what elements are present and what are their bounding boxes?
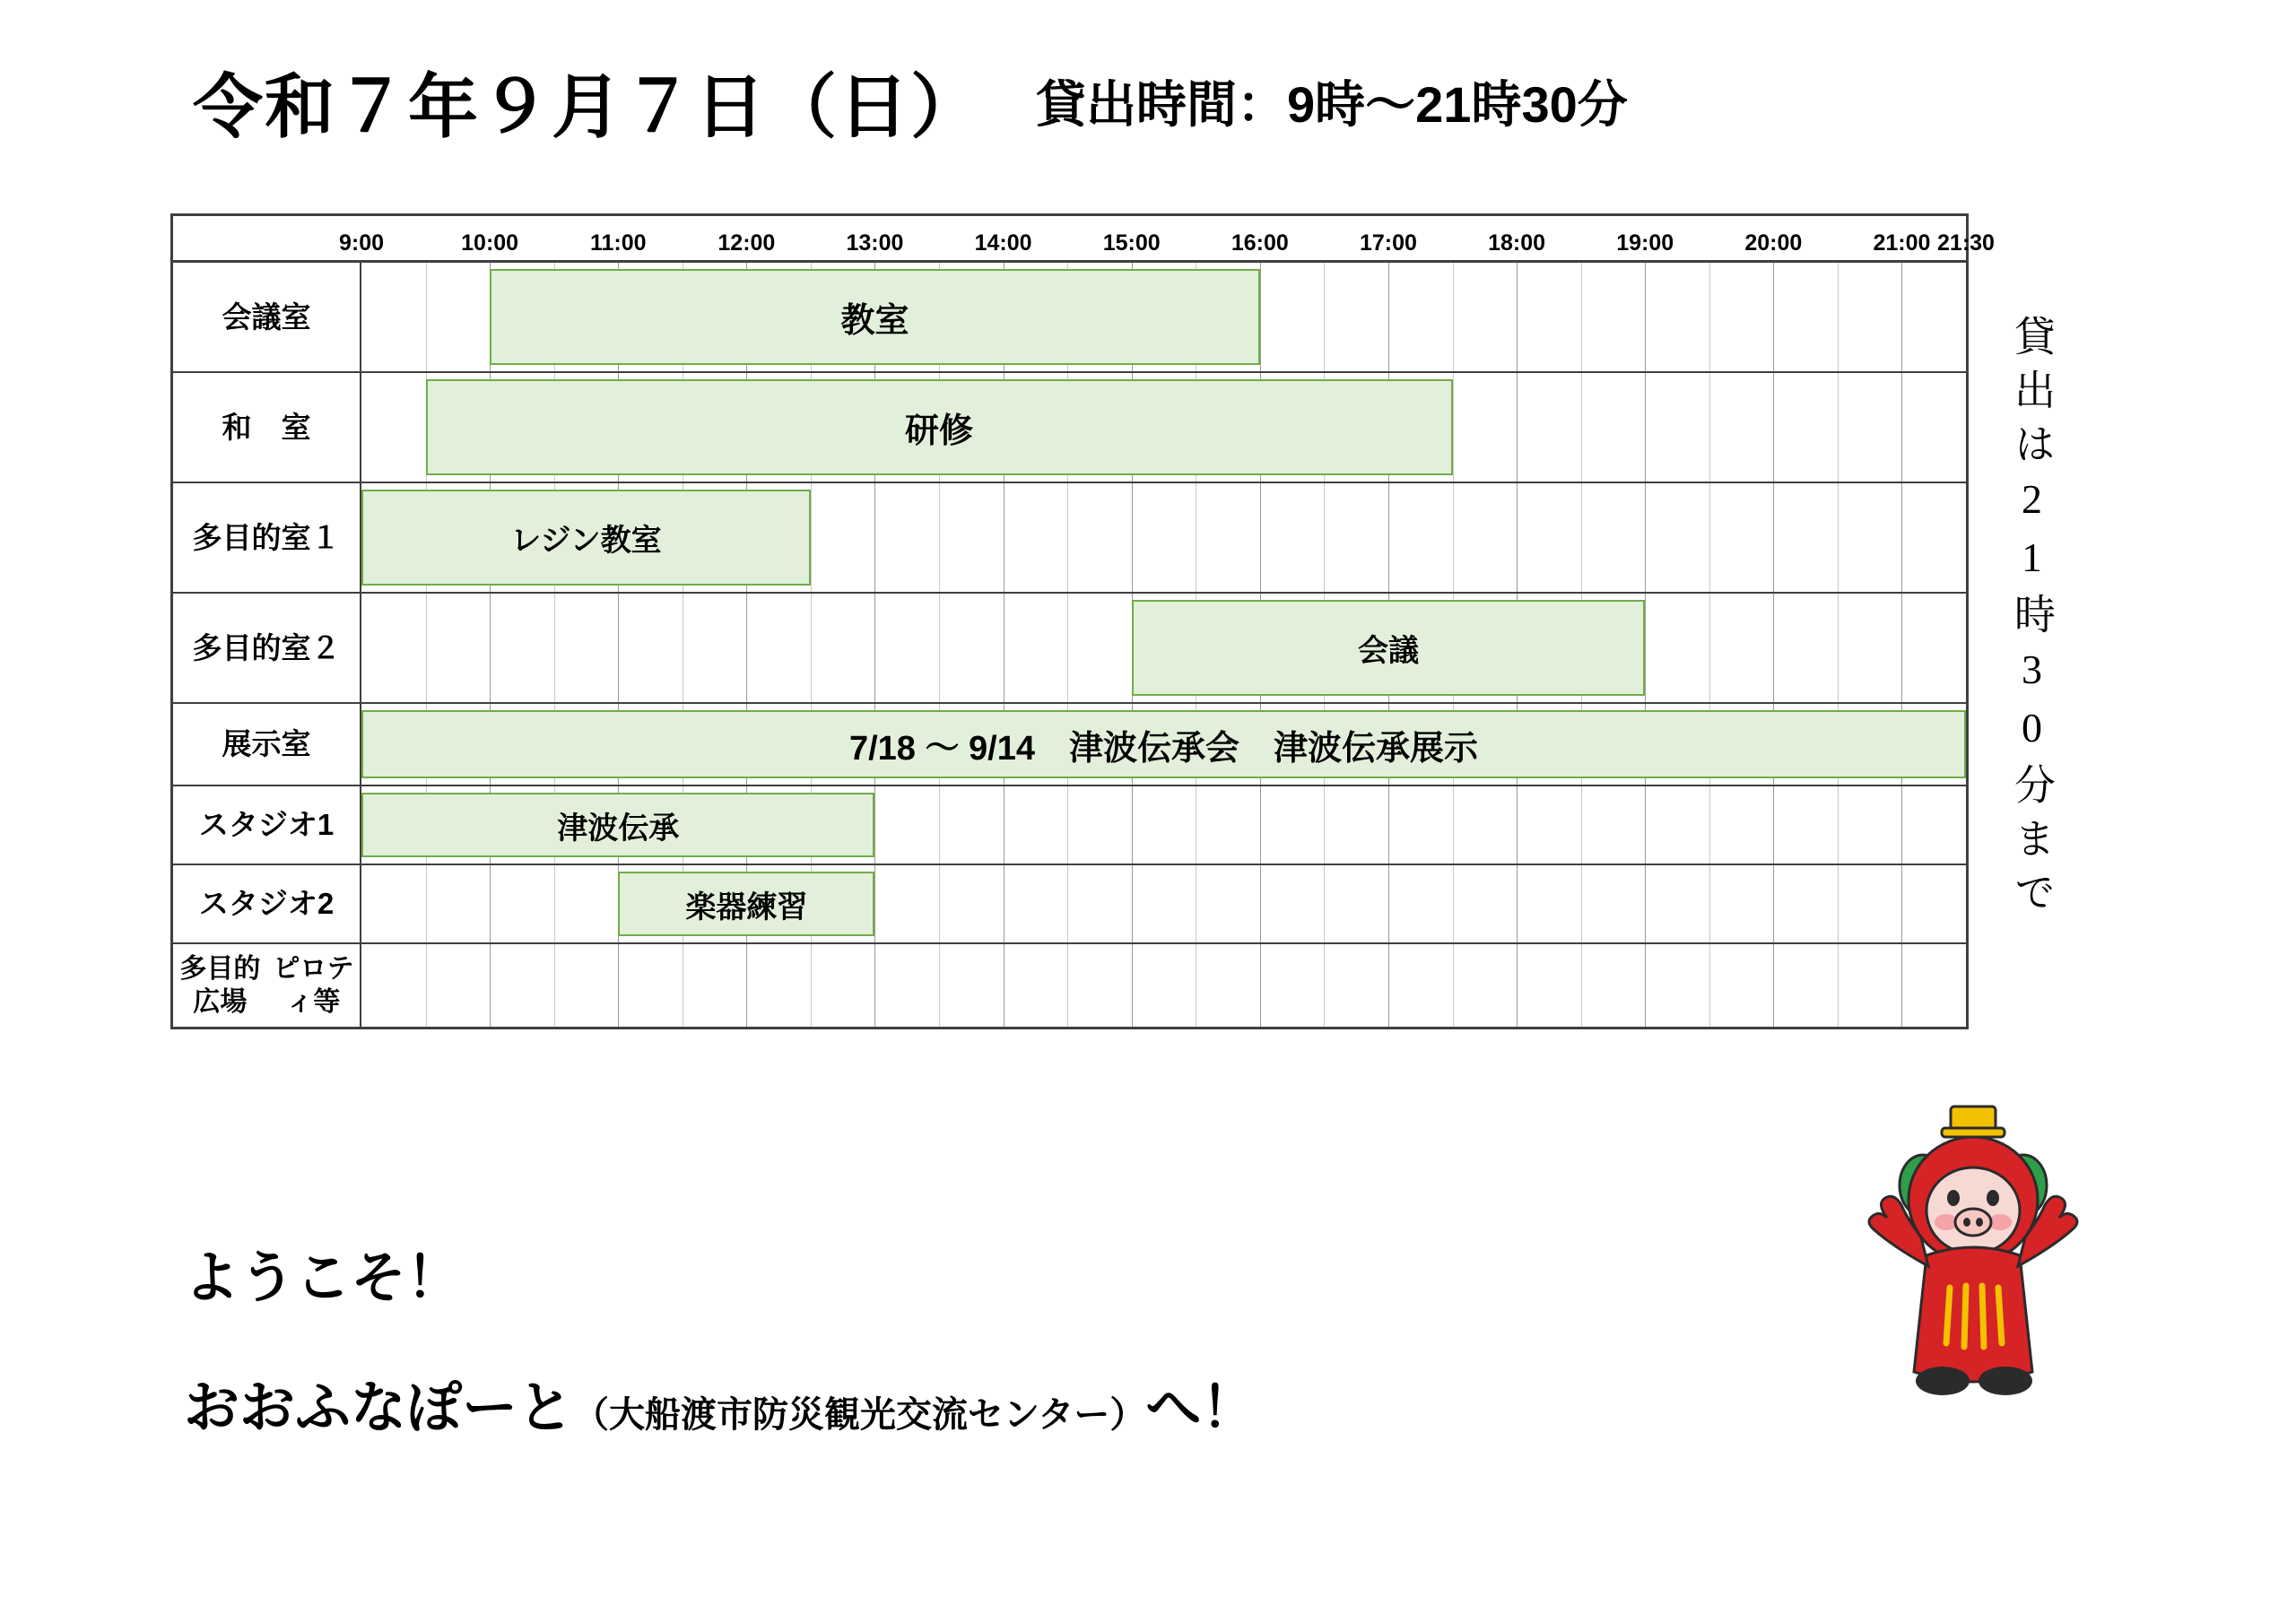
grid-line <box>1067 594 1068 702</box>
room-label: 多目的広場 ピロティ等 <box>173 944 361 1027</box>
grid-line <box>1453 263 1454 371</box>
time-axis-tick: 18:00 <box>1488 230 1546 256</box>
room-track <box>361 865 1966 942</box>
grid-line <box>939 786 940 864</box>
grid-line <box>490 944 491 1027</box>
grid-line <box>1645 865 1646 942</box>
room-label: 会議室 <box>173 263 361 371</box>
time-axis-tick: 10:00 <box>461 230 519 256</box>
grid-line <box>1517 865 1518 942</box>
grid-line <box>1838 944 1839 1027</box>
time-axis-row <box>173 216 1995 263</box>
grid-line <box>1260 944 1261 1027</box>
grid-line <box>1645 786 1646 864</box>
booking-block[interactable] <box>426 379 1453 475</box>
side-note <box>1969 213 2094 1025</box>
grid-line <box>1067 483 1068 592</box>
facility-name-subtitle: （大船渡市防災観光交流センター） <box>573 1395 1146 1435</box>
grid-line <box>1067 786 1068 864</box>
page-title-date: 令和７年９月７日（日） <box>193 67 983 146</box>
grid-line <box>1132 786 1133 864</box>
time-axis-tick: 14:00 <box>974 230 1032 256</box>
grid-line <box>426 263 427 371</box>
room-track <box>361 944 1966 1027</box>
grid-line <box>874 594 875 702</box>
grid-line <box>1901 865 1902 942</box>
grid-line <box>874 483 875 592</box>
grid-line <box>1453 944 1454 1027</box>
grid-line <box>939 594 940 702</box>
booking-block[interactable] <box>1132 600 1645 696</box>
grid-line <box>1773 594 1774 702</box>
grid-line <box>1773 483 1774 592</box>
grid-line <box>874 865 875 942</box>
grid-line <box>746 944 747 1027</box>
welcome-line-1: ようこそ！ <box>184 1247 463 1309</box>
schedule-row <box>173 483 1966 594</box>
grid-line <box>1901 263 1902 371</box>
time-axis-tick: 17:00 <box>1359 230 1417 256</box>
booking-block[interactable] <box>361 490 811 586</box>
grid-line <box>1645 483 1646 592</box>
grid-line <box>811 483 812 592</box>
schedule-row <box>173 373 1966 483</box>
grid-line <box>1709 594 1710 702</box>
grid-line <box>1901 944 1902 1027</box>
grid-line <box>1773 373 1774 482</box>
lending-hours-text: 貸出時間：9時〜21時30分 <box>1036 76 1628 133</box>
room-track <box>361 594 1966 702</box>
schedule-rows <box>173 263 1966 1027</box>
room-track <box>361 263 1966 371</box>
room-label: スタジオ2 <box>173 865 361 942</box>
grid-line <box>1453 373 1454 482</box>
grid-line <box>1773 263 1774 371</box>
grid-line <box>1709 786 1710 864</box>
grid-line <box>939 865 940 942</box>
grid-line <box>1773 944 1774 1027</box>
grid-line <box>1709 263 1710 371</box>
welcome-line-2 <box>184 1363 1888 1443</box>
grid-line <box>939 944 940 1027</box>
room-label: 和 室 <box>173 373 361 482</box>
grid-line <box>1581 944 1582 1027</box>
time-axis-tick: 9:00 <box>338 230 385 256</box>
grid-line <box>1709 373 1710 482</box>
time-axis-tick: 11:00 <box>589 230 647 256</box>
axis-corner-cell <box>173 216 361 260</box>
grid-line <box>1453 786 1454 864</box>
grid-line <box>1645 594 1646 702</box>
grid-line <box>1517 483 1518 592</box>
schedule-row <box>173 263 1966 373</box>
grid-line <box>1517 786 1518 864</box>
grid-line <box>1901 483 1902 592</box>
booking-block[interactable] <box>490 269 1260 365</box>
grid-line <box>490 594 491 702</box>
grid-line <box>1324 263 1325 371</box>
grid-line <box>1581 865 1582 942</box>
room-label: 多目的室２ <box>173 594 361 702</box>
time-axis-tick: 19:00 <box>1616 230 1674 256</box>
grid-line <box>1838 483 1839 592</box>
grid-line <box>1645 944 1646 1027</box>
booking-block[interactable] <box>361 793 874 857</box>
booking-label: 教室 <box>840 302 909 340</box>
grid-line <box>1260 786 1261 864</box>
grid-line <box>1132 944 1133 1027</box>
grid-line <box>939 483 940 592</box>
side-note-text: 貸出は21時30分まで <box>2009 314 2055 924</box>
time-axis-tick: 12:00 <box>718 230 776 256</box>
grid-line <box>1517 263 1518 371</box>
grid-line <box>1067 944 1068 1027</box>
time-axis-tick: 16:00 <box>1231 230 1289 256</box>
mascot-character <box>1857 1103 2090 1462</box>
grid-line <box>490 865 491 942</box>
room-track <box>361 373 1966 482</box>
grid-line <box>426 594 427 702</box>
time-axis-tick: 21:00 <box>1873 230 1931 256</box>
grid-line <box>811 944 812 1027</box>
grid-line <box>426 865 427 942</box>
schedule-table <box>170 213 1995 1029</box>
grid-line <box>1709 483 1710 592</box>
room-track <box>361 704 1966 785</box>
time-axis-tick: 21:30 <box>1937 230 1995 256</box>
grid-line <box>1581 786 1582 864</box>
schedule-row <box>173 704 1966 786</box>
time-axis-tick: 20:00 <box>1744 230 1803 256</box>
grid-line <box>1132 483 1133 592</box>
grid-line <box>1773 786 1774 864</box>
grid-line <box>1388 483 1389 592</box>
booking-label: 研修 <box>905 412 974 450</box>
schedule-row <box>173 786 1966 865</box>
grid-line <box>1581 263 1582 371</box>
grid-line <box>1388 944 1389 1027</box>
grid-line <box>1709 944 1710 1027</box>
grid-line <box>1260 865 1261 942</box>
grid-line <box>1838 865 1839 942</box>
grid-line <box>874 944 875 1027</box>
welcome-suffix: へ！ <box>1145 1377 1257 1439</box>
grid-line <box>1453 865 1454 942</box>
time-axis-track <box>338 216 1995 260</box>
grid-line <box>554 865 555 942</box>
booking-block[interactable] <box>618 872 874 936</box>
grid-line <box>1132 865 1133 942</box>
grid-line <box>1901 373 1902 482</box>
grid-line <box>1901 594 1902 702</box>
grid-line <box>1838 594 1839 702</box>
grid-line <box>874 786 875 864</box>
time-axis-tick: 15:00 <box>1102 230 1161 256</box>
grid-line <box>1517 944 1518 1027</box>
room-label: 展示室 <box>173 704 361 785</box>
grid-line <box>554 944 555 1027</box>
facility-name: おおふなぽーと <box>184 1377 574 1439</box>
booking-label: 7/18 〜 9/14 津波伝承会 津波伝承展示 <box>848 729 1479 768</box>
grid-line <box>746 594 747 702</box>
grid-line <box>1260 263 1261 371</box>
grid-line <box>1581 373 1582 482</box>
room-track <box>361 483 1966 592</box>
grid-line <box>1517 373 1518 482</box>
grid-line <box>1838 786 1839 864</box>
grid-line <box>1645 263 1646 371</box>
page-header <box>0 43 2296 160</box>
grid-line <box>1324 944 1325 1027</box>
room-label: スタジオ1 <box>173 786 361 864</box>
grid-line <box>618 944 619 1027</box>
grid-line <box>618 594 619 702</box>
booking-block[interactable] <box>361 710 1966 778</box>
grid-line <box>1709 865 1710 942</box>
grid-line <box>1388 786 1389 864</box>
welcome-block <box>184 1233 1888 1443</box>
grid-line <box>1773 865 1774 942</box>
grid-line <box>1324 483 1325 592</box>
booking-label: 津波伝承 <box>557 811 680 846</box>
grid-line <box>1838 263 1839 371</box>
booking-label: レジン教室 <box>510 524 662 558</box>
room-label: 多目的室１ <box>173 483 361 592</box>
booking-label: 会議 <box>1357 634 1419 668</box>
grid-line <box>811 594 812 702</box>
grid-line <box>1901 786 1902 864</box>
grid-line <box>1388 263 1389 371</box>
schedule-row <box>173 594 1966 704</box>
grid-line <box>1453 483 1454 592</box>
grid-line <box>1260 483 1261 592</box>
grid-line <box>1324 865 1325 942</box>
grid-line <box>554 594 555 702</box>
grid-line <box>1645 373 1646 482</box>
grid-line <box>1388 865 1389 942</box>
grid-line <box>426 944 427 1027</box>
booking-label: 楽器練習 <box>685 890 808 924</box>
room-track <box>361 786 1966 864</box>
time-axis-tick: 13:00 <box>846 230 904 256</box>
schedule-row <box>173 865 1966 944</box>
grid-line <box>1067 865 1068 942</box>
grid-line <box>1838 373 1839 482</box>
schedule-row <box>173 944 1966 1027</box>
grid-line <box>1324 786 1325 864</box>
grid-line <box>1581 483 1582 592</box>
